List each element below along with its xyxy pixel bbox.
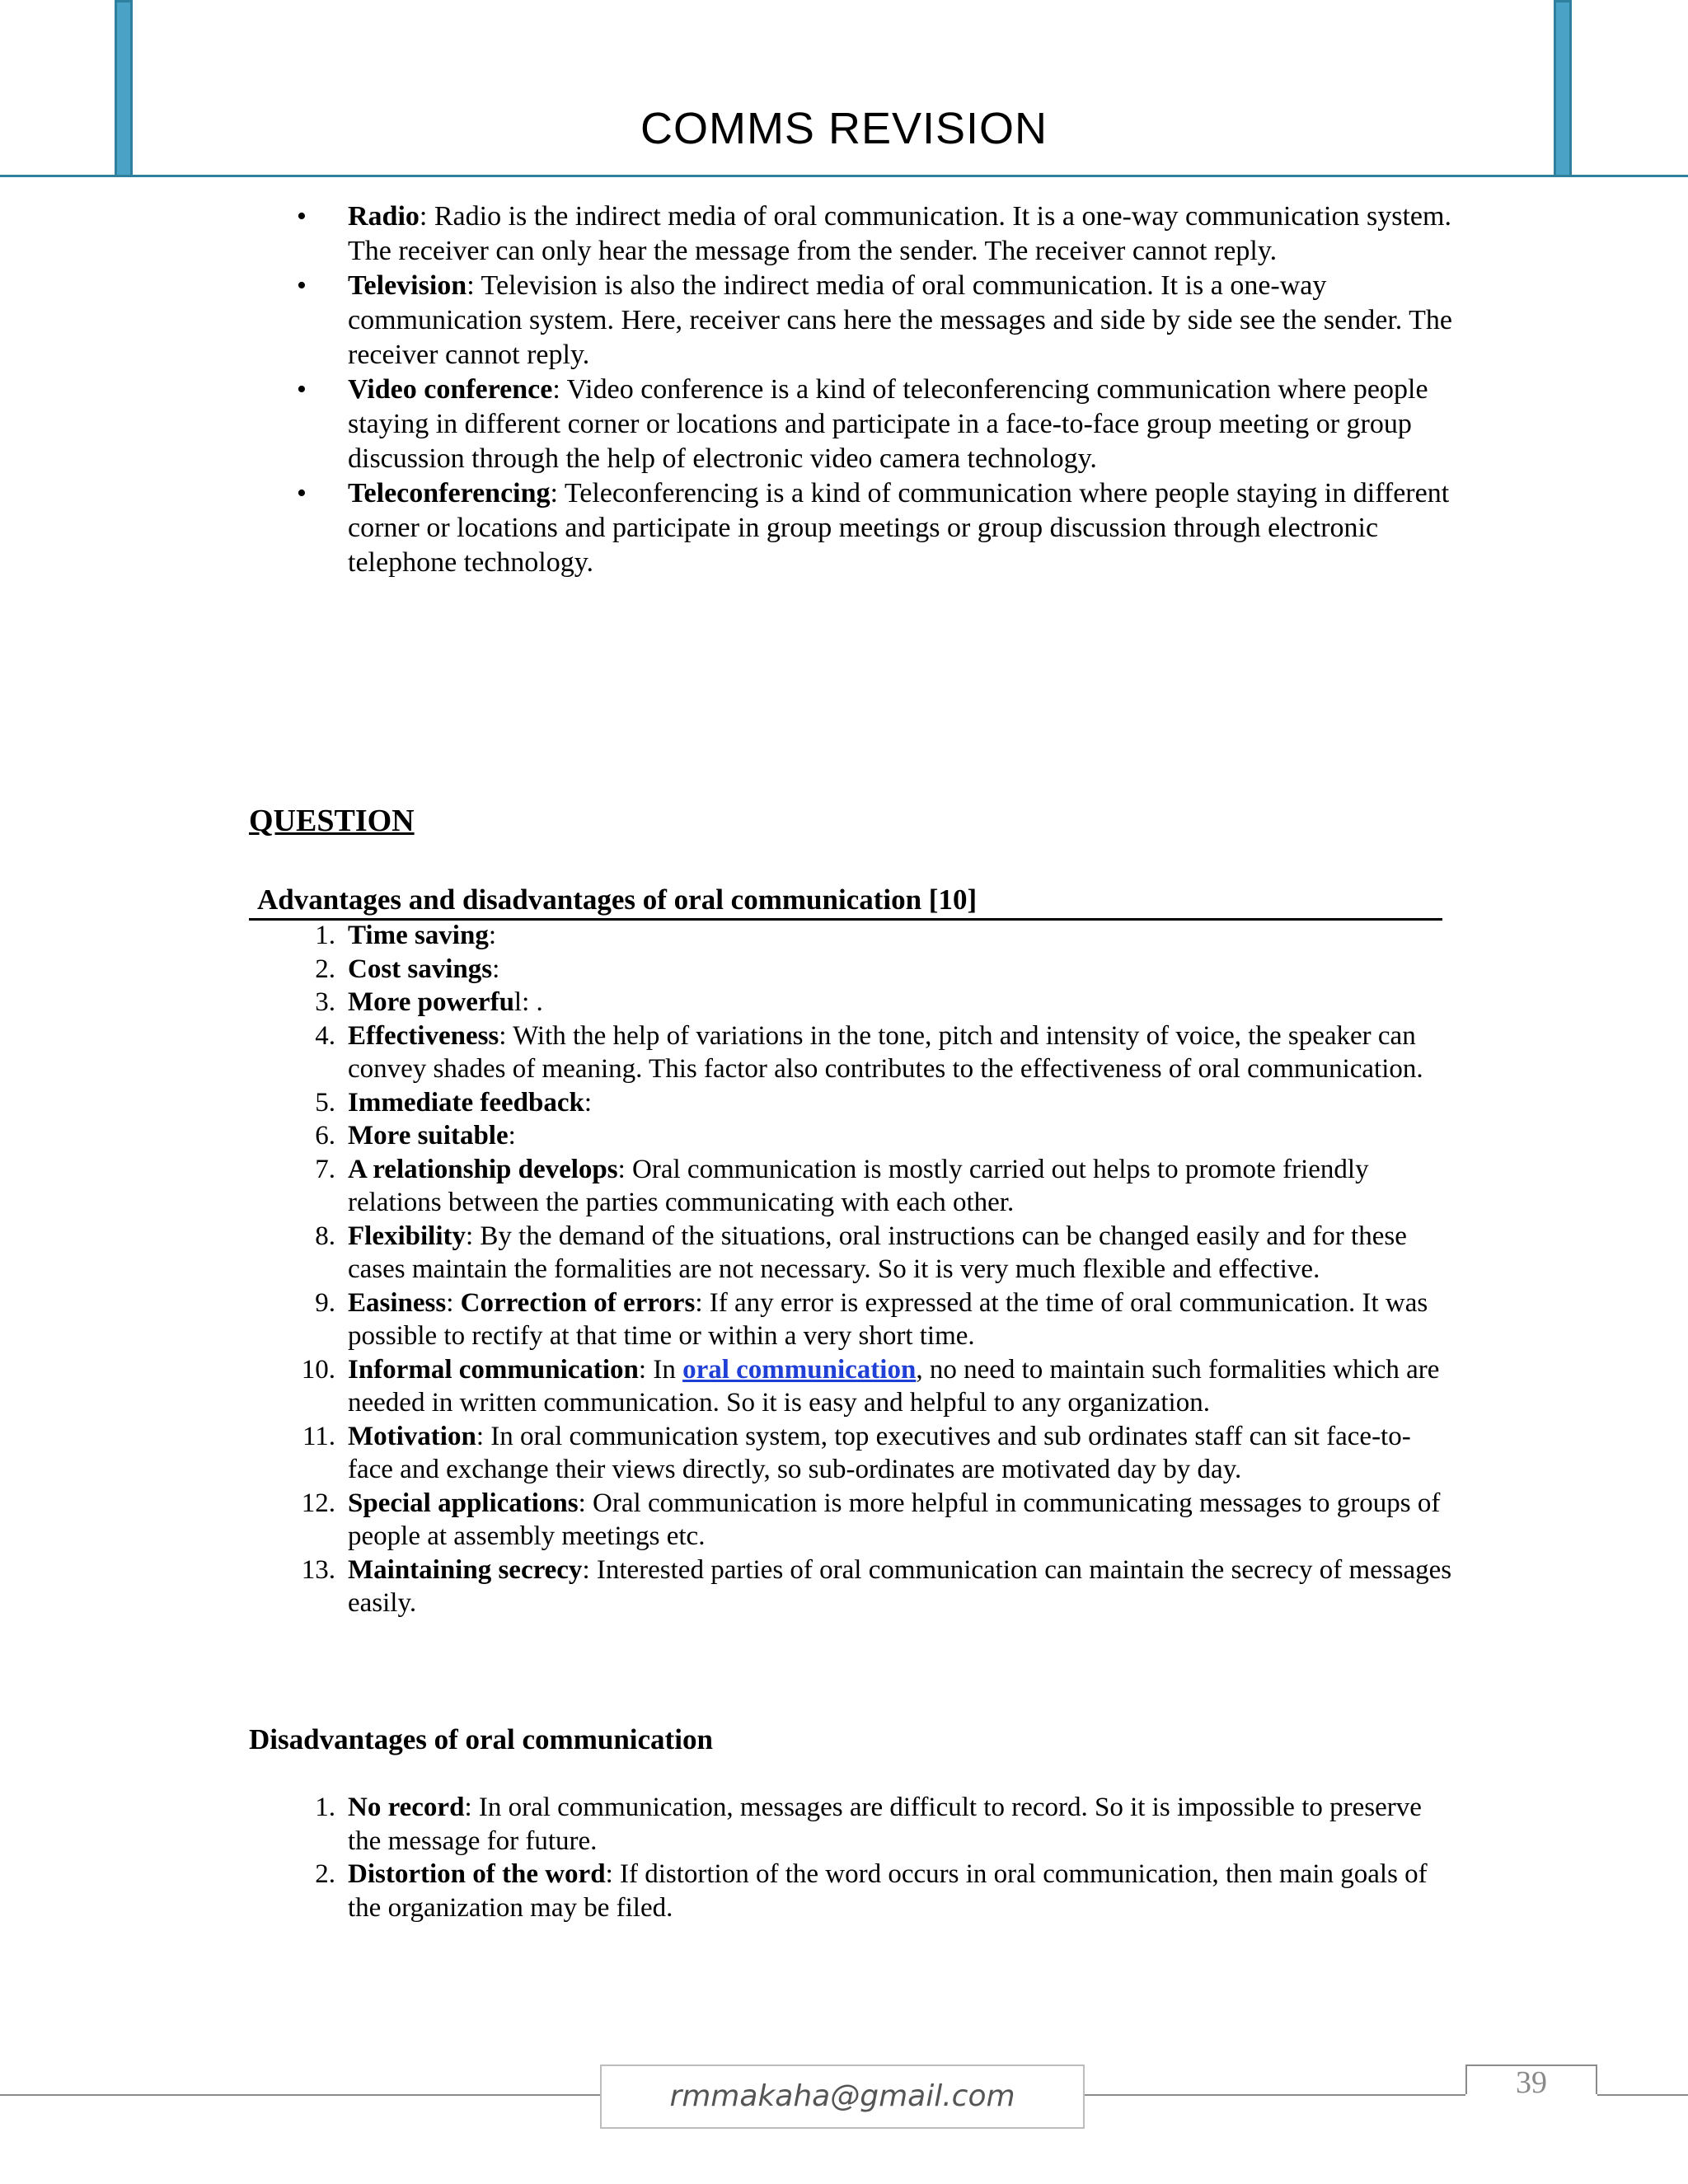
item-text: : Oral communication is more helpful in communicating messages to groups of people at assembly meetings etc. <box>348 1488 1441 1551</box>
item-number: 2. <box>315 954 335 984</box>
list-item <box>315 919 1452 953</box>
item-text: : <box>492 954 500 984</box>
item-text-prefix: : In <box>638 1354 683 1385</box>
disadvantages-heading: Disadvantages of oral communication <box>249 1723 713 1755</box>
advantages-heading <box>249 882 1442 921</box>
list-item <box>348 476 1452 580</box>
list-item <box>315 953 1452 987</box>
item-term: No record <box>348 1793 465 1822</box>
list-item <box>348 199 1452 269</box>
list-item <box>315 1791 1452 1858</box>
item-text: : If any error is expressed at the time of oral communication. It was possible to rectify at that time or within a very short time. <box>348 1287 1428 1351</box>
item-text: : If distortion of the word occurs in oral communication, then main goals of the organization may be filed. <box>348 1859 1428 1923</box>
list-item <box>301 1353 1452 1420</box>
list-item <box>315 1286 1452 1353</box>
footer-rule-right <box>1597 2094 1688 2096</box>
item-number: 10. <box>301 1354 335 1385</box>
item-term: Radio <box>348 201 420 232</box>
item-number: 12. <box>301 1488 335 1518</box>
item-term: Distortion of the word <box>348 1859 606 1889</box>
footer-email: rmmakaha@gmail.com <box>600 2064 1085 2129</box>
list-item <box>301 1487 1452 1554</box>
list-item <box>315 986 1452 1019</box>
item-text: : Oral communication is mostly carried out helps to promote friendly relations between the parties communicating with each other. <box>348 1154 1369 1217</box>
question-label: QUESTION <box>249 804 415 838</box>
list-item <box>315 1153 1452 1220</box>
list-item <box>348 269 1452 373</box>
item-number: 6. <box>315 1121 335 1151</box>
item-text: : <box>584 1087 593 1118</box>
item-text: , no need to maintain such formalities which are needed in written communication. So it is easy and helpful to any organization. <box>348 1354 1440 1418</box>
item-term: Flexibility <box>348 1221 466 1251</box>
list-item <box>301 1554 1452 1620</box>
item-number: 1. <box>315 1793 335 1822</box>
item-text: : <box>488 921 497 950</box>
item-term: Time saving <box>348 921 489 950</box>
item-term: Immediate feedback <box>348 1087 584 1118</box>
item-term: Cost savings <box>348 954 493 984</box>
item-text: : Video conference is a kind of teleconferencing communication where people staying in different corner or locations and participate in a face-to-face group meeting or group discussion through the help of electronic video camera technology. <box>348 374 1428 474</box>
item-term: Informal communication <box>348 1354 639 1385</box>
page-title: COMMS REVISION <box>640 104 1048 153</box>
item-term: Effectiveness <box>348 1020 499 1051</box>
page-number: 39 <box>1516 2065 1547 2100</box>
item-number: 1. <box>315 921 335 950</box>
item-term: More suitable <box>348 1121 509 1151</box>
list-item <box>315 1019 1452 1086</box>
item-term: Maintaining secrecy <box>348 1554 583 1585</box>
item-separator: : <box>446 1287 461 1318</box>
item-term: Teleconferencing <box>348 478 551 509</box>
item-text: : Teleconferencing is a kind of communication where people staying in different corner or locations and participate in group meetings or group discussion through electronic telephone technology. <box>348 478 1450 578</box>
item-text: : <box>508 1121 516 1151</box>
item-number: 9. <box>315 1287 335 1318</box>
item-term: Special applications <box>348 1488 579 1518</box>
item-number: 8. <box>315 1221 335 1251</box>
advantages-list <box>301 919 1452 1620</box>
item-term: Video conference <box>348 374 553 405</box>
heading-marks: [10] <box>921 883 978 916</box>
disadvantages-list <box>315 1791 1452 1924</box>
footer-rule-left <box>0 2094 600 2096</box>
list-item <box>315 1220 1452 1286</box>
list-item <box>302 1420 1452 1487</box>
item-term: Television <box>348 270 467 301</box>
header-rule <box>0 175 1688 177</box>
item-text: : In oral communication system, top executives and sub ordinates staff can sit face-to-face and exchange their views directly, so sub-ordinates are motivated day by day. <box>348 1421 1411 1484</box>
item-text: : . <box>522 987 543 1017</box>
heading-text: Advantages and disadvantages of oral communication <box>257 883 922 916</box>
oral-communication-link[interactable]: oral communication <box>682 1354 917 1385</box>
item-number: 7. <box>315 1154 335 1184</box>
media-bullet-list <box>348 199 1452 580</box>
footer-rule-middle <box>1085 2094 1465 2096</box>
item-number: 3. <box>315 987 335 1017</box>
list-item <box>315 1119 1452 1153</box>
list-item <box>348 373 1452 476</box>
item-term: More powerfu <box>348 987 514 1017</box>
item-term: Motivation <box>348 1421 476 1451</box>
item-number: 11. <box>302 1421 335 1451</box>
item-text-tail: l <box>513 987 523 1017</box>
item-number: 4. <box>315 1020 335 1051</box>
item-text: : By the demand of the situations, oral instructions can be changed easily and for these cases maintain the formalities are not necessary. So it is very much flexible and effective. <box>348 1221 1407 1284</box>
item-term: A relationship develops <box>348 1154 618 1184</box>
item-text: : Television is also the indirect media of oral communication. It is a one-way communication system. Here, receiver cans here the messages and side by side see the sender. The receiver cannot reply. <box>348 270 1453 370</box>
item-text: : With the help of variations in the tone, pitch and intensity of voice, the speaker can convey shades of meaning. This factor also contributes to the effectiveness of oral communication. <box>348 1020 1423 1084</box>
item-text: : Radio is the indirect media of oral communication. It is a one-way communication system. The receiver can only hear the message from the sender. The receiver cannot reply. <box>348 201 1451 266</box>
item-text: : Interested parties of oral communication can maintain the secrecy of messages easily. <box>348 1554 1452 1618</box>
item-number: 13. <box>301 1554 335 1585</box>
item-text: : In oral communication, messages are difficult to record. So it is impossible to preserve the message for future. <box>348 1793 1422 1856</box>
item-term-secondary: Correction of errors <box>460 1287 696 1318</box>
list-item <box>315 1858 1452 1924</box>
list-item <box>315 1086 1452 1120</box>
item-number: 5. <box>315 1087 335 1118</box>
item-term: Easiness <box>348 1287 447 1318</box>
item-number: 2. <box>315 1859 335 1889</box>
